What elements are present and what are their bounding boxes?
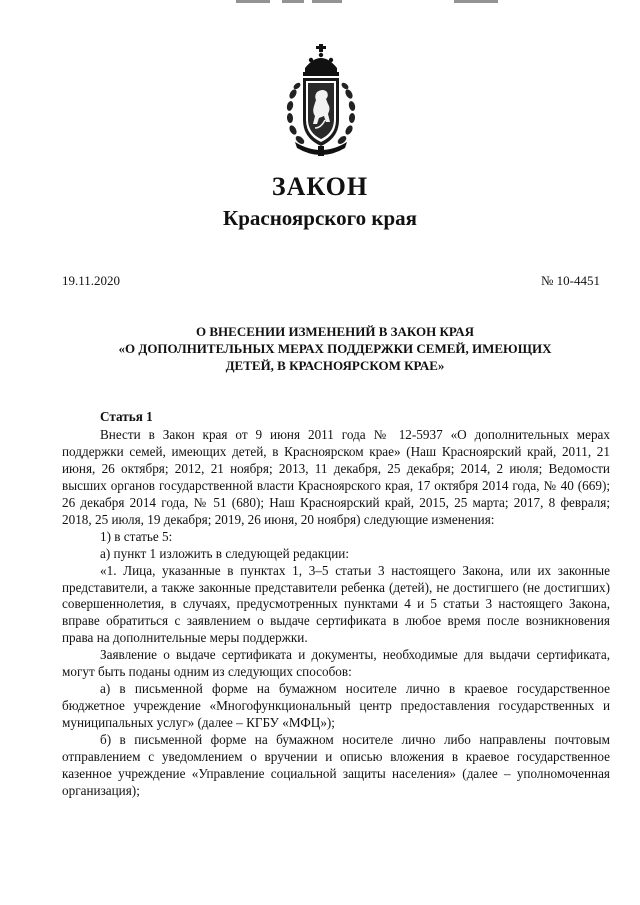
paragraph: а) пункт 1 изложить в следующей редакции: (100, 545, 350, 561)
coat-of-arms-icon (281, 42, 361, 162)
paragraph: б) в письменной форме на бумажном носителе лично либо направлены почтовым отправлением с уведомлением о вручении и описью вложения в краевое государственное казенное учреждение «Управление социальной защиты населения» (далее – уполномоченная организация); (62, 732, 610, 798)
article-title: Статья 1 (100, 409, 153, 424)
law-title: ЗАКОН (271, 172, 369, 201)
paragraph: «1. Лица, указанные в пунктах 1, 3–5 статьи 3 настоящего Закона, или их законные представители, а также законные представители ребенка (детей), не достигшего (не достигших) совершеннолетия, в случаях, предусмотренных пунктами 4 и 5 статьи 3 настоящего Закона, вправе обратиться с заявлением о выдаче сертификата в любое время после возникновения права на дополнительные меры поддержки. (62, 562, 610, 646)
document-date: 19.11.2020 (62, 273, 121, 288)
law-region-subtitle: Красноярского края (222, 206, 417, 230)
scan-edge-marks (0, 0, 640, 8)
paragraph: 1) в статье 5: (100, 528, 173, 544)
heading-line: ДЕТЕЙ, В КРАСНОЯРСКОМ КРАЕ» (225, 358, 445, 373)
paragraph: Внести в Закон края от 9 июня 2011 года № 12-5937 «О дополнительных мерах поддержки семей, имеющих детей, в Красноярском крае» (Наш Красноярский край, 2011, 21 июня, 26 октября; 2012, 21 ноября; 2013, 11 декабря, 25 декабря; 2014, 2 июля; Ведомости высших органов государственной власти Красноярского края, 17 октября 2014 года, № 40 (669); 26 декабря 2014 года, № 51 (680); Наш Красноярский край, 2015, 25 марта; 2017, 8 февраля; 2018, 25 июля, 19 декабря; 2019, 26 июня, 20 ноября) следующие изменения: (62, 426, 610, 527)
law-heading (60, 323, 610, 374)
heading-line: О ВНЕСЕНИИ ИЗМЕНЕНИЙ В ЗАКОН КРАЯ (196, 324, 474, 339)
heading-line: «О ДОПОЛНИТЕЛЬНЫХ МЕРАХ ПОДДЕРЖКИ СЕМЕЙ, ИМЕЮЩИХ (118, 341, 552, 356)
paragraph: Заявление о выдаче сертификата и документы, необходимые для выдачи сертификата, могут быть поданы одним из следующих способов: (62, 647, 610, 680)
document-number: № 10-4451 (541, 273, 600, 288)
paragraph: а) в письменной форме на бумажном носителе лично в краевое государственное бюджетное учреждение «Многофункциональный центр предоставления государственных и муниципальных услуг» (далее – КГБУ «МФЦ»); (62, 681, 610, 731)
law-body (62, 409, 610, 800)
